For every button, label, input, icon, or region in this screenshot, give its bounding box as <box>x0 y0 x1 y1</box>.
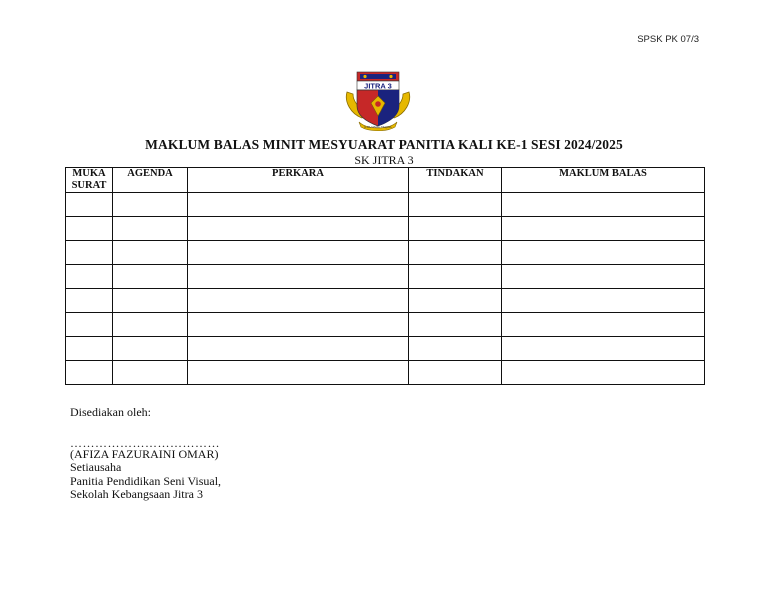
table-cell <box>113 313 188 337</box>
header-tindakan: TINDAKAN <box>409 168 502 193</box>
table-cell <box>113 193 188 217</box>
minutes-feedback-table <box>65 167 705 385</box>
table-cell <box>113 265 188 289</box>
document-title: MAKLUM BALAS MINIT MESYUARAT PANITIA KALI KE-1 SESI 2024/2025 <box>145 137 623 152</box>
signatory-panel: Panitia Pendidikan Seni Visual, <box>70 473 222 488</box>
header-maklum-balas: MAKLUM BALAS <box>502 168 705 193</box>
table-cell <box>502 361 705 385</box>
table-cell <box>188 241 409 265</box>
table-cell <box>66 289 113 313</box>
table-cell <box>502 313 705 337</box>
table-cell <box>113 289 188 313</box>
table-cell <box>409 193 502 217</box>
table-row <box>66 337 705 361</box>
table-cell <box>188 337 409 361</box>
table-cell <box>409 241 502 265</box>
header-muka-surat-line1: MUKA <box>72 168 106 179</box>
crest-motto: ILMU AMAL TAQWA <box>364 125 392 130</box>
table-cell <box>66 193 113 217</box>
signature-block <box>70 406 221 502</box>
table-cell <box>113 337 188 361</box>
table-header-row <box>66 168 705 193</box>
table-row <box>66 265 705 289</box>
table-cell <box>502 217 705 241</box>
table-cell <box>502 289 705 313</box>
table-cell <box>409 337 502 361</box>
header-agenda: AGENDA <box>113 168 188 193</box>
table-cell <box>188 265 409 289</box>
table-cell <box>113 217 188 241</box>
table-cell <box>188 289 409 313</box>
header-perkara: PERKARA <box>188 168 409 193</box>
table-cell <box>409 217 502 241</box>
table-row <box>66 193 705 217</box>
table-cell <box>66 361 113 385</box>
table-row <box>66 361 705 385</box>
header-muka-surat <box>66 168 113 193</box>
table-cell <box>409 313 502 337</box>
table-cell <box>502 241 705 265</box>
table-cell <box>113 241 188 265</box>
signature-line: ……………………………… <box>70 435 220 450</box>
table-cell <box>188 313 409 337</box>
table-cell <box>66 217 113 241</box>
table-cell <box>188 361 409 385</box>
signatory-school: Sekolah Kebangsaan Jitra 3 <box>70 487 203 501</box>
table-cell <box>409 361 502 385</box>
table-row <box>66 241 705 265</box>
table-cell <box>409 265 502 289</box>
table-row <box>66 313 705 337</box>
table-cell <box>66 241 113 265</box>
school-crest-logo <box>345 70 411 132</box>
table-cell <box>113 361 188 385</box>
crest-name-plate: JITRA 3 <box>364 81 392 91</box>
table-cell <box>502 193 705 217</box>
table-cell <box>409 289 502 313</box>
table-cell <box>66 337 113 361</box>
document-subtitle: SK JITRA 3 <box>354 153 414 167</box>
table-cell <box>502 265 705 289</box>
table-cell <box>188 217 409 241</box>
table-row <box>66 217 705 241</box>
table-cell <box>66 313 113 337</box>
table-cell <box>66 265 113 289</box>
table-cell <box>188 193 409 217</box>
signatory-name: (AFIZA FAZURAINI OMAR) <box>70 446 219 461</box>
prepared-by-label: Disediakan oleh: <box>70 405 151 419</box>
signatory-position: Setiausaha <box>70 460 122 474</box>
table-row <box>66 289 705 313</box>
document-code: SPSK PK 07/3 <box>637 34 699 45</box>
header-muka-surat-line2: SURAT <box>71 180 107 191</box>
table-cell <box>502 337 705 361</box>
